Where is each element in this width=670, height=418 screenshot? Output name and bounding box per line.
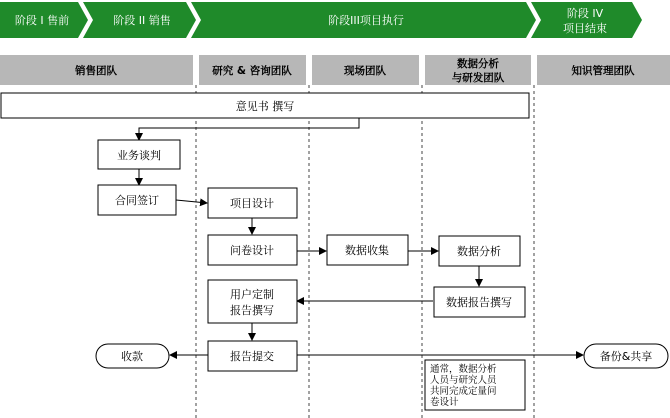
negotiation-label: 业务谈判	[117, 149, 161, 162]
team-label-analysis-line2: 与研发团队	[451, 72, 505, 84]
team-label-analysis-line1: 数据分析	[457, 58, 499, 70]
custom-report-label-line2: 报告撰写	[230, 304, 274, 317]
backup-share-label: 备份&共享	[599, 350, 653, 363]
payment-label: 收款	[121, 350, 143, 363]
phase-4-label-line1: 阶段 IV	[566, 7, 604, 20]
team-label-research: 研究 & 咨询团队	[212, 65, 292, 77]
proposal-label: 意见书 撰写	[235, 100, 295, 113]
project-design-label: 项目设计	[230, 197, 274, 210]
note-line-4: 卷设计	[430, 397, 459, 408]
process-boxes	[1, 93, 668, 410]
flow-proposal-to-negotiation	[139, 118, 359, 140]
phase-2-label: 阶段 II 销售	[113, 14, 171, 27]
data-analysis-label: 数据分析	[457, 245, 501, 258]
team-header-row	[0, 55, 670, 85]
flow-contract-to-design	[176, 200, 207, 203]
note-line-2: 人员与研究人员	[430, 375, 497, 386]
custom-report-label-line1: 用户定制	[230, 288, 274, 301]
team-label-field: 现场团队	[344, 65, 386, 77]
phase-4-label-line2: 项目结束	[563, 22, 607, 35]
phase-banner	[0, 2, 642, 38]
contract-label: 合同签订	[115, 194, 159, 207]
phase-3-label: 阶段III项目执行	[328, 14, 404, 27]
data-report-writing-label: 数据报告撰写	[446, 296, 512, 309]
note-line-3: 共同完成定量问	[430, 386, 497, 397]
report-submit-label: 报告提交	[230, 350, 274, 363]
data-collection-label: 数据收集	[345, 244, 389, 257]
note-line-1: 通常，数据分析	[430, 364, 497, 375]
team-label-sales: 销售团队	[75, 65, 117, 77]
team-label-knowledge: 知识管理团队	[571, 65, 635, 77]
questionnaire-design-label: 问卷设计	[230, 244, 274, 257]
phase-1-label: 阶段 I 售前	[14, 14, 70, 27]
